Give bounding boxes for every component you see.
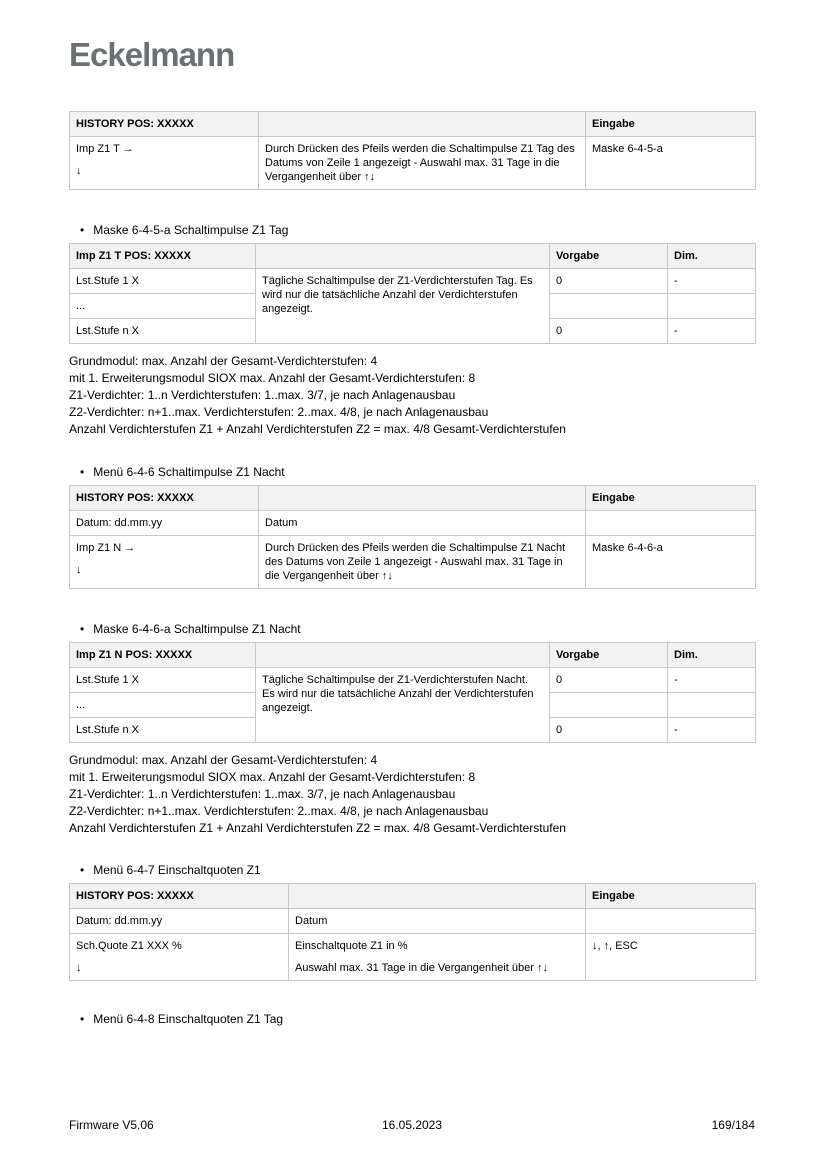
column-header-history-pos: HISTORY POS: XXXXX: [70, 112, 259, 137]
table-cell-dim: -: [668, 269, 756, 294]
parameter-line: Imp Z1 T →: [76, 143, 134, 155]
table-cell-parameter: Lst.Stufe 1 X: [70, 269, 256, 294]
table-cell-parameter: [70, 536, 259, 589]
notes-line: Anzahl Verdichterstufen Z1 + Anzahl Verdichterstufen Z2 = max. 4/8 Gesamt-Verdichterstufen: [69, 821, 566, 835]
footer-firmware-version: Firmware V5.06: [69, 1118, 154, 1132]
table-cell-parameter: [70, 934, 289, 981]
column-header-empty: [289, 884, 586, 909]
table-cell-parameter: [70, 137, 259, 190]
column-header-vorgabe: Vorgabe: [550, 244, 668, 269]
table-cell-vorgabe: 0: [550, 319, 668, 344]
footer-page-number: 169/184: [711, 1118, 755, 1132]
table-cell-vorgabe: 0: [550, 269, 668, 294]
table-header-row: [70, 244, 756, 269]
column-header-imp-pos: Imp Z1 T POS: XXXXX: [70, 244, 256, 269]
column-header-dim: Dim.: [668, 643, 756, 668]
table-cell-vorgabe: [550, 693, 668, 718]
column-header-empty: [259, 112, 586, 137]
table-maske-645a: [69, 243, 756, 344]
section-bullet-menu-647: • Menü 6-4-7 Einschaltquoten Z1: [69, 863, 755, 877]
column-header-vorgabe: Vorgabe: [550, 643, 668, 668]
table-cell-parameter: Datum: dd.mm.yy: [70, 511, 259, 536]
notes-line: Z1-Verdichter: 1..n Verdichterstufen: 1..max. 3/7, je nach Anlagenausbau: [69, 388, 456, 402]
table-cell-eingabe: ↓, ↑, ESC: [586, 934, 756, 981]
notes-line: Z2-Verdichter: n+1..max. Verdichterstufen: 2..max. 4/8, je nach Anlagenausbau: [69, 804, 489, 818]
eckelmann-logo: Eckelmann: [69, 36, 235, 73]
table-cell-description: Durch Drücken des Pfeils werden die Schaltimpulse Z1 Tag des Datums von Zeile 1 angezeigt - Auswahl max. 31 Tage in die Vergangenheit über ↑↓: [259, 137, 586, 190]
section-bullet-menu-646: • Menü 6-4-6 Schaltimpulse Z1 Nacht: [69, 465, 755, 479]
table-row: [70, 137, 756, 190]
table-header-row: [70, 486, 756, 511]
notes-line: mit 1. Erweiterungsmodul SIOX max. Anzahl der Gesamt-Verdichterstufen: 8: [69, 770, 476, 784]
notes-line: Z2-Verdichter: n+1..max. Verdichterstufen: 2..max. 4/8, je nach Anlagenausbau: [69, 405, 489, 419]
notes-line: Anzahl Verdichterstufen Z1 + Anzahl Verdichterstufen Z2 = max. 4/8 Gesamt-Verdichterstufen: [69, 422, 566, 436]
table-history-645: [69, 111, 756, 190]
parameter-line: Sch.Quote Z1 XXX %: [76, 940, 182, 952]
table-header-row: [70, 643, 756, 668]
description-line: Auswahl max. 31 Tage in die Vergangenheit über ↑↓: [295, 962, 548, 974]
column-header-eingabe: Eingabe: [586, 486, 756, 511]
table-cell-eingabe: [586, 909, 756, 934]
column-header-eingabe: Eingabe: [586, 112, 756, 137]
table-cell-description: Tägliche Schaltimpulse der Z1-Verdichterstufen Tag. Es wird nur die tatsächliche Anzahl der Verdichterstufen angezeigt.: [256, 269, 550, 344]
column-header-dim: Dim.: [668, 244, 756, 269]
notes-line: mit 1. Erweiterungsmodul SIOX max. Anzahl der Gesamt-Verdichterstufen: 8: [69, 371, 476, 385]
table-row: [70, 668, 756, 693]
column-header-history-pos: HISTORY POS: XXXXX: [70, 486, 259, 511]
table-cell-dim: [668, 693, 756, 718]
parameter-line: Imp Z1 N →: [76, 542, 136, 554]
section-bullet-maske-646a: • Maske 6-4-6-a Schaltimpulse Z1 Nacht: [69, 622, 755, 636]
table-cell-vorgabe: 0: [550, 718, 668, 743]
table-cell-parameter: Datum: dd.mm.yy: [70, 909, 289, 934]
description-line: Einschaltquote Z1 in %: [295, 940, 408, 952]
table-cell-eingabe: Maske 6-4-6-a: [586, 536, 756, 589]
footer-date: 16.05.2023: [381, 1118, 443, 1132]
down-arrow-glyph: ↓: [76, 962, 82, 974]
section-bullet-maske-645a: • Maske 6-4-5-a Schaltimpulse Z1 Tag: [69, 223, 755, 237]
column-header-empty: [256, 643, 550, 668]
table-cell-parameter: Lst.Stufe n X: [70, 319, 256, 344]
notes-line: Grundmodul: max. Anzahl der Gesamt-Verdichterstufen: 4: [69, 753, 378, 767]
down-arrow-glyph: ↓: [76, 564, 82, 576]
notes-line: Z1-Verdichter: 1..n Verdichterstufen: 1..max. 3/7, je nach Anlagenausbau: [69, 787, 456, 801]
table-history-647: [69, 883, 756, 981]
table-cell-dim: -: [668, 718, 756, 743]
table-row: [70, 536, 756, 589]
table-cell-parameter: ...: [70, 294, 256, 319]
table-cell-description: Tägliche Schaltimpulse der Z1-Verdichterstufen Nacht. Es wird nur die tatsächliche Anzahl der Verdichterstufen angezeigt.: [256, 668, 550, 743]
table-cell-parameter: ...: [70, 693, 256, 718]
table-header-row: [70, 112, 756, 137]
table-cell-dim: [668, 294, 756, 319]
table-cell-description: [289, 934, 586, 981]
table-cell-vorgabe: 0: [550, 668, 668, 693]
column-header-empty: [256, 244, 550, 269]
table-row: [70, 511, 756, 536]
table-row: [70, 269, 756, 294]
table-cell-parameter: Lst.Stufe n X: [70, 718, 256, 743]
notes-block-1: [69, 353, 755, 438]
page-content: [69, 0, 755, 1026]
table-cell-description: Datum: [289, 909, 586, 934]
table-cell-eingabe: Maske 6-4-5-a: [586, 137, 756, 190]
table-cell-parameter: Lst.Stufe 1 X: [70, 668, 256, 693]
column-header-imp-pos: Imp Z1 N POS: XXXXX: [70, 643, 256, 668]
table-cell-eingabe: [586, 511, 756, 536]
table-cell-dim: -: [668, 668, 756, 693]
table-cell-dim: -: [668, 319, 756, 344]
table-row: [70, 909, 756, 934]
table-row: [70, 934, 756, 981]
table-maske-646a: [69, 642, 756, 743]
table-cell-description: Durch Drücken des Pfeils werden die Schaltimpulse Z1 Nacht des Datums von Zeile 1 angezeigt - Auswahl max. 31 Tage in die Vergangenheit über ↑↓: [259, 536, 586, 589]
notes-line: Grundmodul: max. Anzahl der Gesamt-Verdichterstufen: 4: [69, 354, 378, 368]
table-history-646: [69, 485, 756, 589]
table-cell-vorgabe: [550, 294, 668, 319]
column-header-history-pos: HISTORY POS: XXXXX: [70, 884, 289, 909]
column-header-eingabe: Eingabe: [586, 884, 756, 909]
notes-block-2: [69, 752, 755, 837]
down-arrow-glyph: ↓: [76, 165, 82, 177]
table-cell-description: Datum: [259, 511, 586, 536]
column-header-empty: [259, 486, 586, 511]
table-header-row: [70, 884, 756, 909]
section-bullet-menu-648: • Menü 6-4-8 Einschaltquoten Z1 Tag: [69, 1012, 755, 1026]
